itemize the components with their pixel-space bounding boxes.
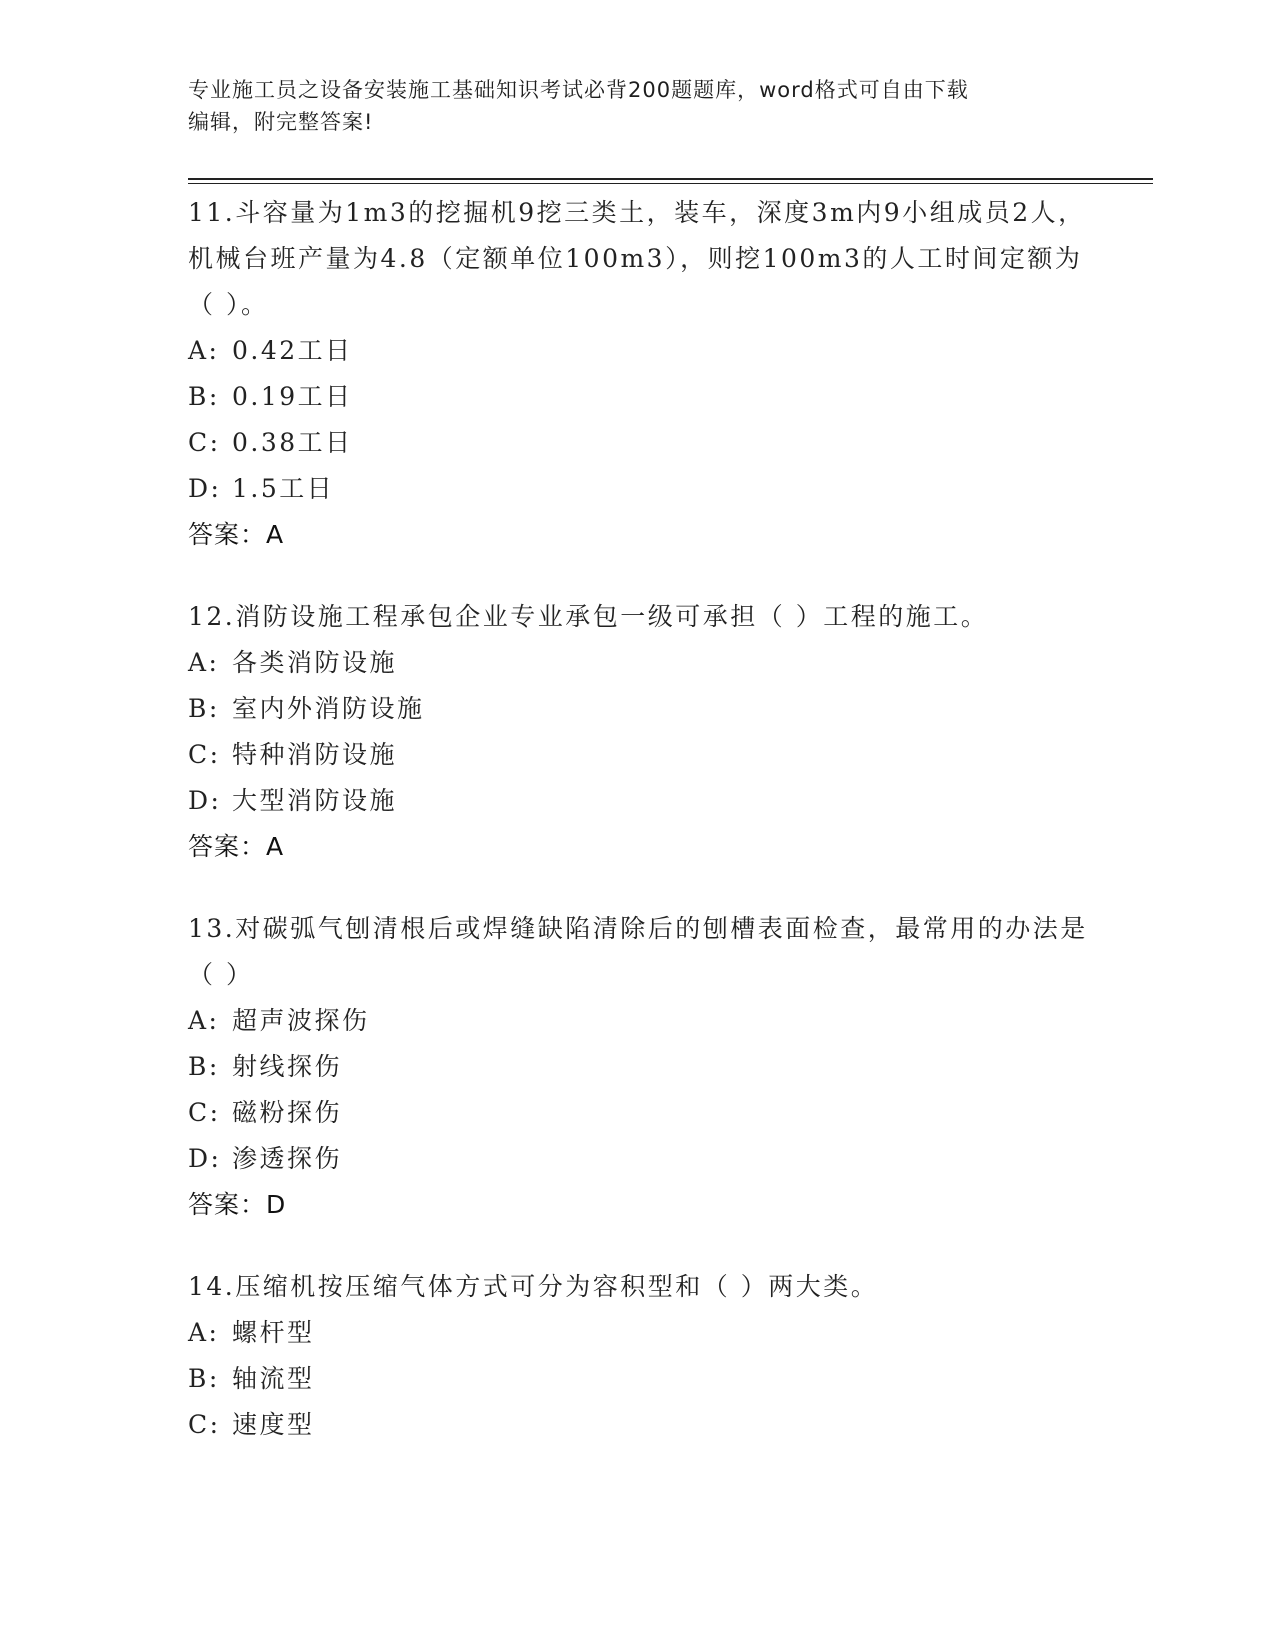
option-d — [188, 466, 1088, 512]
option-text: 室内外消防设施 — [232, 694, 425, 723]
option-c — [188, 1402, 1088, 1448]
document-header — [188, 74, 1068, 138]
option-text: 各类消防设施 — [232, 648, 398, 677]
option-c — [188, 732, 1088, 778]
option-text: 速度型 — [232, 1410, 315, 1439]
header-rule-thin — [188, 183, 1153, 184]
option-b — [188, 1044, 1088, 1090]
option-letter: C: — [188, 740, 221, 769]
option-text: 0.42工日 — [232, 336, 353, 365]
question-text: 11.斗容量为1m3的挖掘机9挖三类土，装车，深度3m内9小组成员2人，机械台班产量为4.8（定额单位100m3），则挖100m3的人工时间定额为（ ）。 — [188, 198, 1086, 319]
option-c — [188, 1090, 1088, 1136]
option-letter: D: — [188, 786, 222, 815]
option-text: 轴流型 — [232, 1364, 315, 1393]
option-text: 螺杆型 — [232, 1318, 315, 1347]
option-b — [188, 374, 1088, 420]
option-letter: A: — [188, 1318, 220, 1347]
option-letter: D: — [188, 474, 222, 503]
option-letter: C: — [188, 1410, 221, 1439]
answer-line: 答案：A — [188, 832, 285, 861]
question-text: 12.消防设施工程承包企业专业承包一级可承担（ ）工程的施工。 — [188, 602, 989, 631]
question-12 — [188, 594, 1088, 870]
question-13 — [188, 906, 1088, 1228]
question-text: 14.压缩机按压缩气体方式可分为容积型和（ ）两大类。 — [188, 1272, 879, 1301]
question-11 — [188, 190, 1088, 558]
option-letter: A: — [188, 1006, 220, 1035]
option-text: 特种消防设施 — [232, 740, 398, 769]
option-d — [188, 778, 1088, 824]
option-text: 1.5工日 — [232, 474, 335, 503]
header-line-2: 编辑，附完整答案! — [188, 110, 374, 134]
option-text: 0.19工日 — [232, 382, 353, 411]
option-a — [188, 998, 1088, 1044]
option-letter: B: — [188, 694, 220, 723]
option-a — [188, 1310, 1088, 1356]
option-a — [188, 328, 1088, 374]
option-text: 大型消防设施 — [232, 786, 398, 815]
option-b — [188, 1356, 1088, 1402]
answer-line: 答案：D — [188, 1190, 287, 1219]
option-letter: A: — [188, 336, 220, 365]
option-letter: D: — [188, 1144, 222, 1173]
option-b — [188, 686, 1088, 732]
option-text: 射线探伤 — [232, 1052, 343, 1081]
option-letter: A: — [188, 648, 220, 677]
option-letter: C: — [188, 1098, 221, 1127]
option-letter: B: — [188, 1364, 220, 1393]
option-text: 渗透探伤 — [232, 1144, 343, 1173]
header-line-1: 专业施工员之设备安装施工基础知识考试必背200题题库，word格式可自由下载 — [188, 78, 969, 102]
option-d — [188, 1136, 1088, 1182]
option-a — [188, 640, 1088, 686]
option-c — [188, 420, 1088, 466]
option-text: 0.38工日 — [232, 428, 353, 457]
header-rule-thick — [188, 178, 1153, 180]
option-letter: B: — [188, 382, 220, 411]
question-text: 13.对碳弧气刨清根后或焊缝缺陷清除后的刨槽表面检查，最常用的办法是（ ） — [188, 914, 1088, 989]
question-list — [188, 190, 1088, 1484]
option-letter: B: — [188, 1052, 220, 1081]
option-text: 超声波探伤 — [232, 1006, 370, 1035]
option-text: 磁粉探伤 — [232, 1098, 343, 1127]
answer-line: 答案：A — [188, 520, 285, 549]
question-14 — [188, 1264, 1088, 1448]
option-letter: C: — [188, 428, 221, 457]
